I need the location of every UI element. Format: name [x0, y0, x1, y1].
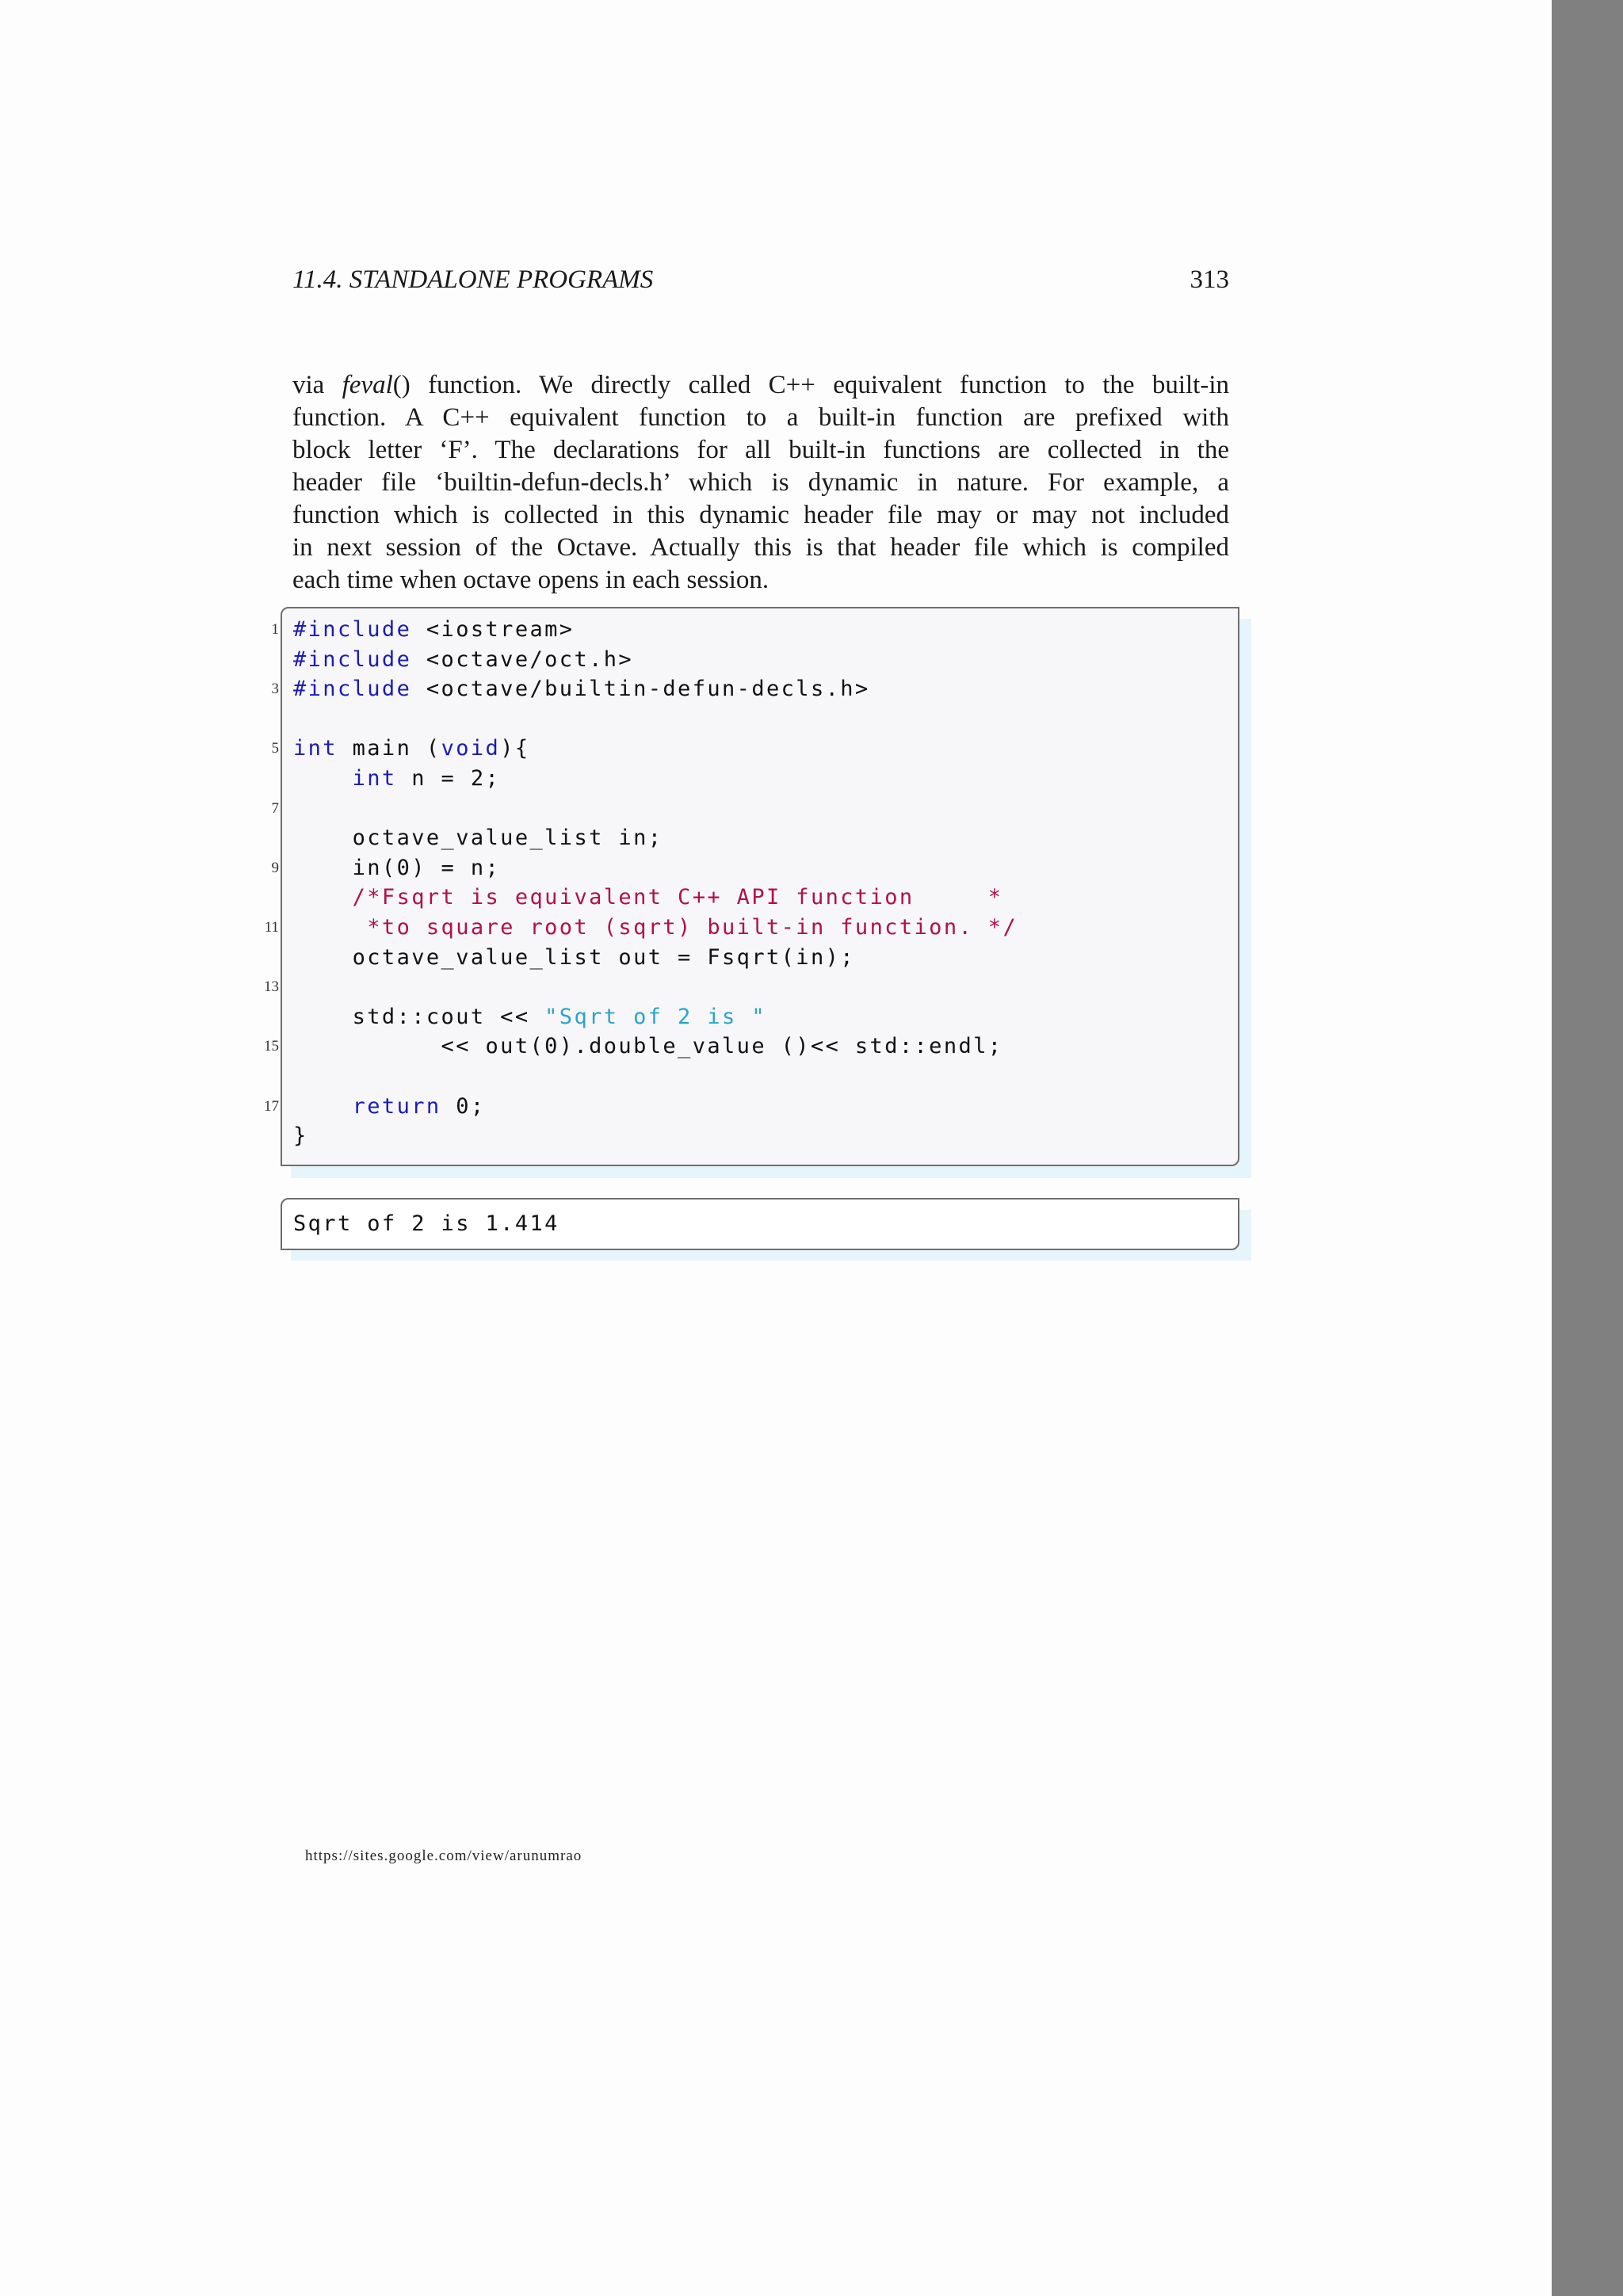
code-line [282, 1062, 1241, 1092]
code-keyword: #include [293, 677, 412, 702]
code-keyword: int [293, 736, 338, 761]
code-text [293, 823, 663, 853]
code-text [293, 674, 870, 704]
page-edge-bar [1552, 0, 1623, 2296]
paragraph-text [292, 369, 1229, 597]
code-line [264, 972, 1241, 1002]
code-text [293, 883, 1002, 913]
paragraph-text-run: block letter ‘F’. The declarations for all built-in functions are collected in the [292, 436, 1229, 464]
code-listing [264, 607, 1239, 1166]
running-header [292, 261, 1229, 298]
code-line [282, 704, 1241, 734]
code-line [264, 1032, 1241, 1062]
code-line [264, 913, 1241, 943]
footer-url: https://sites.google.com/view/arunumrao [305, 1848, 582, 1864]
line-number: 13 [264, 978, 279, 996]
line-number: 11 [264, 919, 279, 936]
code-token: <octave/oct.h> [411, 646, 634, 672]
code-text [293, 943, 855, 973]
code-line [282, 764, 1241, 794]
code-text [293, 645, 633, 675]
paragraph-line [292, 369, 1229, 402]
paragraph-line [292, 467, 1229, 499]
code-keyword: int [352, 766, 397, 791]
code-text [293, 1092, 486, 1122]
code-text [293, 853, 500, 883]
code-string: "Sqrt of 2 is " [544, 1004, 766, 1029]
paragraph-line [292, 532, 1229, 564]
line-number: 1 [271, 621, 279, 638]
code-keyword: return [352, 1093, 441, 1119]
program-output: Sqrt of 2 is 1.414 [293, 1211, 559, 1236]
code-text [293, 913, 1018, 943]
section-title: 11.4. STANDALONE PROGRAMS [292, 265, 654, 294]
code-token: octave_value_list out = Fsqrt(in); [293, 944, 855, 970]
code-text [293, 764, 500, 794]
paragraph-text-run: in next session of the Octave. Actually this is that header file which is compiled [292, 533, 1229, 562]
line-number: 17 [264, 1097, 279, 1115]
line-number: 9 [271, 859, 279, 876]
code-keyword: void [441, 736, 501, 761]
paragraph-text-run: via [292, 371, 342, 399]
code-token [293, 766, 353, 791]
code-line [282, 1121, 1241, 1151]
paragraph-line [292, 499, 1229, 532]
code-line [282, 883, 1241, 913]
code-text [293, 1002, 766, 1032]
paragraph-text-run: function which is collected in this dynamic header file may or may not included [292, 501, 1229, 529]
code-text [293, 734, 530, 764]
code-token: } [293, 1123, 308, 1149]
code-token: octave_value_list in; [293, 826, 663, 851]
code-line [264, 1092, 1241, 1122]
code-token [293, 915, 367, 940]
body-paragraph [292, 369, 1229, 597]
function-name-italic: feval [342, 371, 393, 399]
code-token: in(0) = n; [293, 855, 501, 880]
code-token: main ( [337, 736, 441, 761]
line-number: 5 [271, 740, 279, 757]
paragraph-text-run: () function. We directly called C++ equivalent function to the built-in [392, 371, 1229, 399]
code-line [282, 823, 1241, 853]
code-text [293, 615, 574, 645]
code-line [282, 943, 1241, 973]
code-token: n = 2; [396, 766, 501, 791]
code-keyword: #include [293, 617, 412, 642]
paragraph-line [292, 402, 1229, 434]
code-line [271, 794, 1241, 824]
code-token: << out(0).double_value ()<< std::endl; [293, 1034, 1003, 1059]
line-number: 7 [271, 799, 279, 817]
code-token [293, 885, 353, 910]
code-line [271, 734, 1241, 764]
code-token: ){ [500, 736, 530, 761]
code-comment: *to square root (sqrt) built-in function. */ [367, 915, 1018, 940]
code-line [271, 674, 1241, 704]
code-text [293, 1032, 1002, 1062]
paragraph-line [292, 434, 1229, 467]
code-line [282, 1002, 1241, 1032]
code-token [293, 1094, 353, 1119]
code-token: 0; [441, 1093, 486, 1119]
paragraph-text-run: function. A C++ equivalent function to a built-in function are prefixed with [292, 403, 1229, 432]
page-number: 313 [1190, 265, 1229, 294]
code-comment: /*Fsqrt is equivalent C++ API function * [352, 885, 1003, 910]
code-token: std::cout << [293, 1004, 545, 1029]
code-keyword: #include [293, 646, 412, 672]
paragraph-text-run: each time when octave opens in each session. [292, 566, 769, 594]
code-line [271, 615, 1241, 645]
line-number: 15 [264, 1038, 279, 1055]
line-number: 3 [271, 681, 279, 698]
output-box [281, 1198, 1239, 1250]
code-line [282, 645, 1241, 675]
code-line [271, 853, 1241, 883]
code-token: <iostream> [411, 617, 575, 642]
code-text [293, 1121, 308, 1151]
code-token: <octave/builtin-defun-decls.h> [411, 677, 870, 702]
paragraph-text-run: header file ‘builtin-defun-decls.h’ which is dynamic in nature. For example, a [292, 468, 1229, 497]
paragraph-line [292, 564, 1229, 597]
